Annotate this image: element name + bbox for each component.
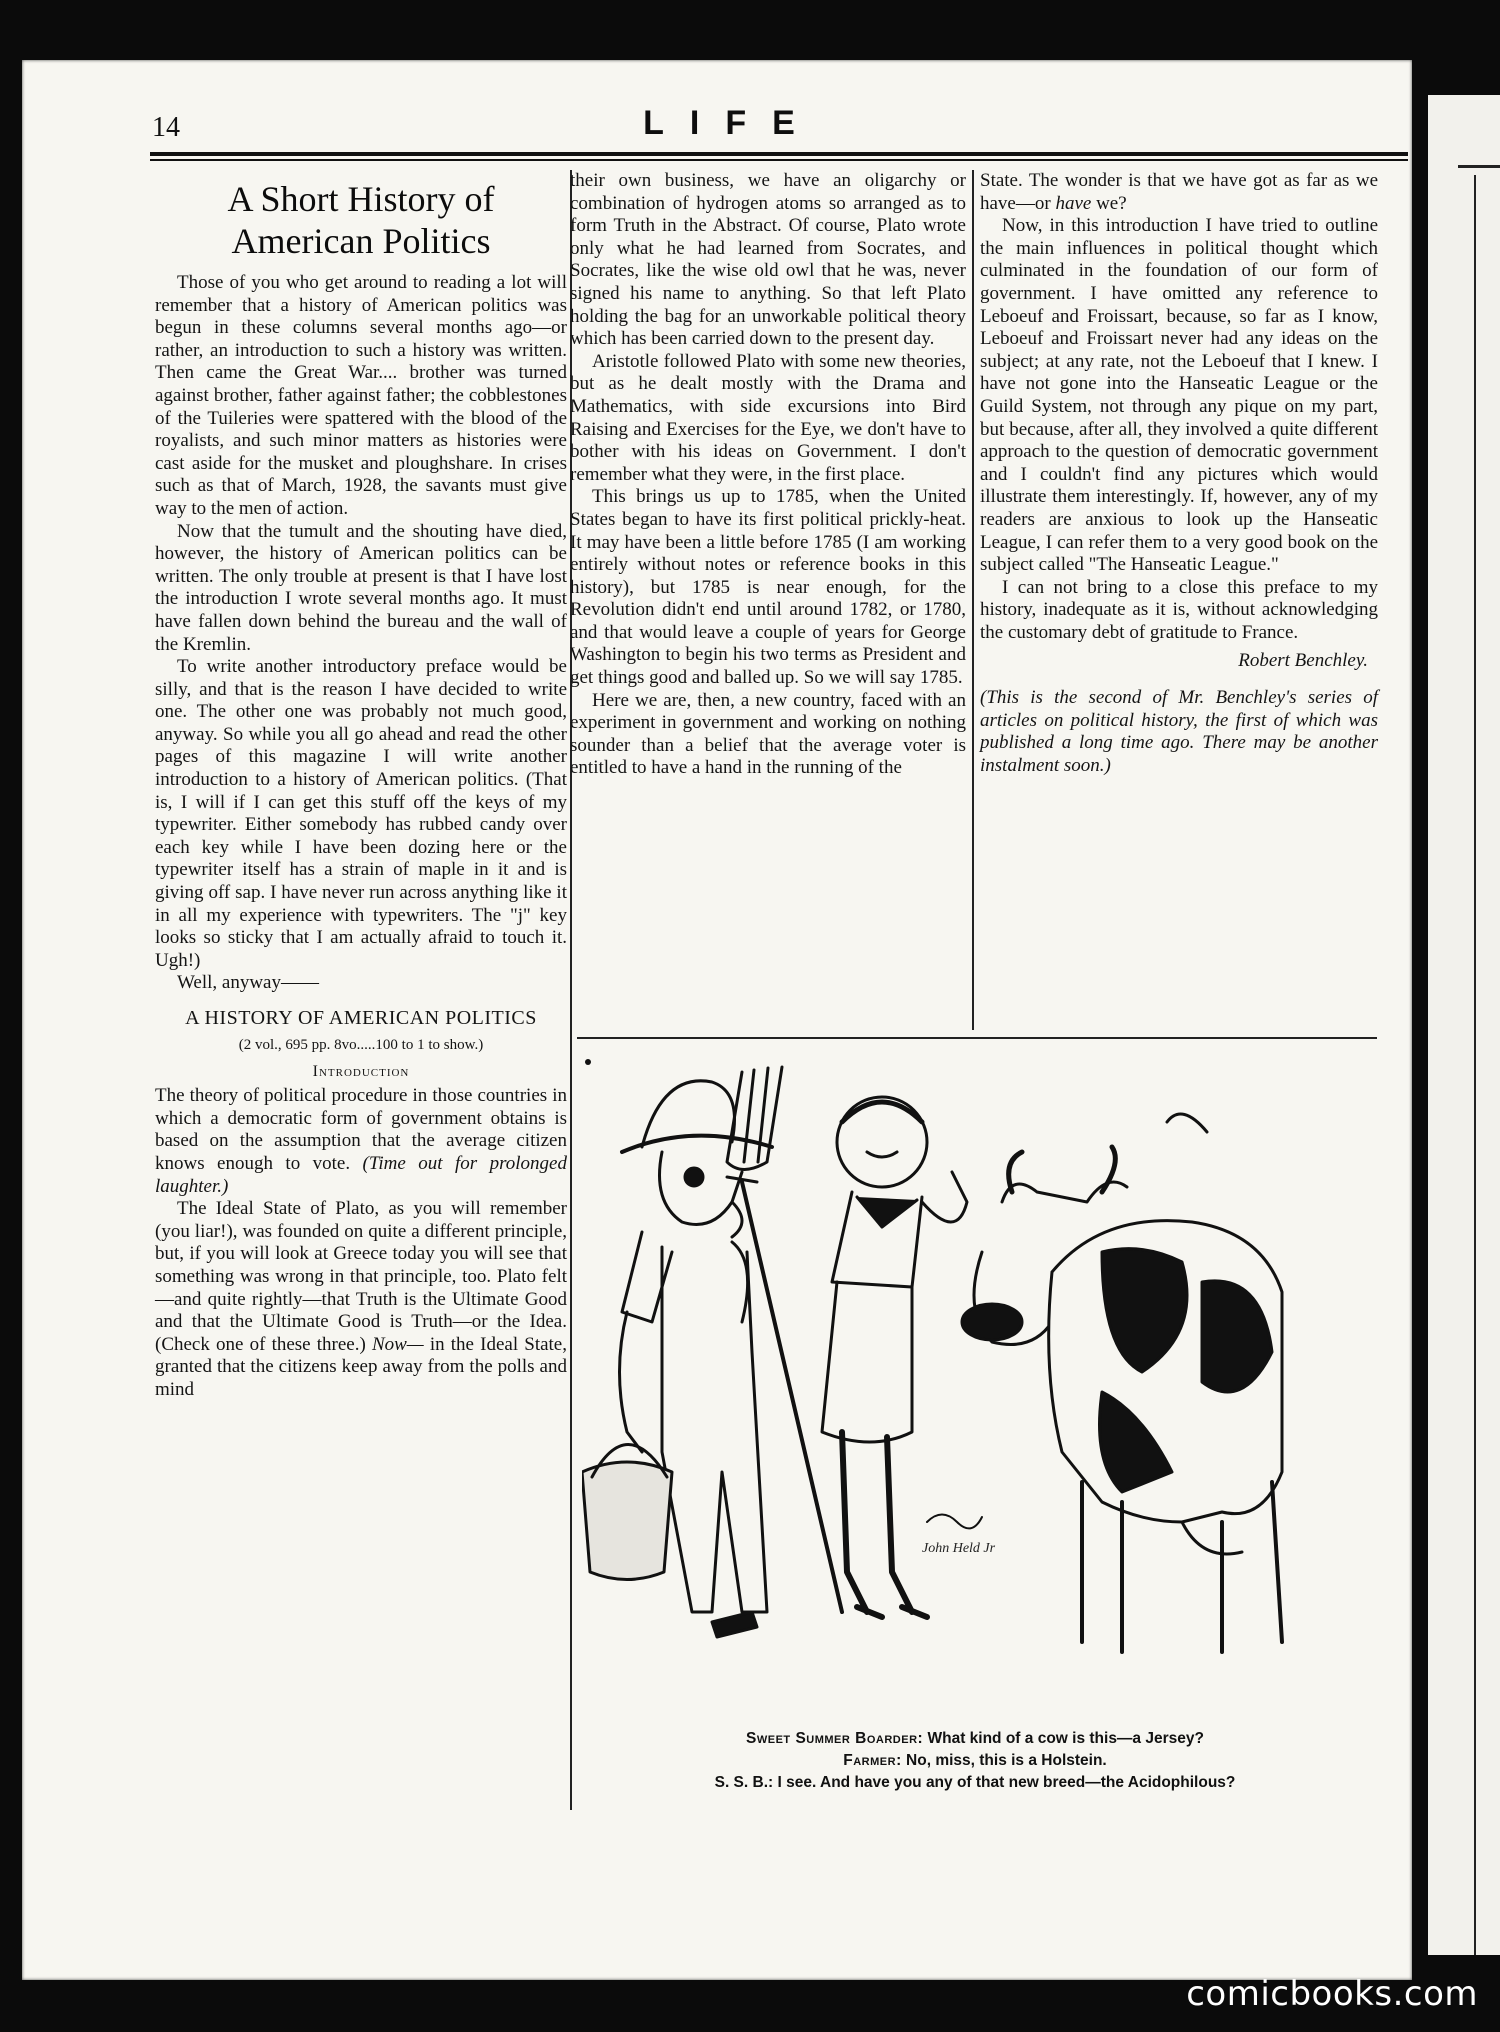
book-title: A HISTORY OF AMERICAN POLITICS [185,1007,537,1029]
watermark: comicbooks.com [1186,1974,1478,2014]
cartoon-divider [577,1037,1377,1039]
author-signature: Robert Benchley. [1238,650,1368,672]
aside-laughter: (Time out for prolonged laughter.) [155,1152,567,1197]
paragraph: This brings us up to 1785, when the United States began to have its first political prickly-heat. It may have been a little before 1785 (I am working entirely without notes or reference books in this history), but 1785 is near enough, for the Revolution didn't end until around 1782, or 1780, and that would leave a couple of years for George Washington to begin his two terms as President and get things good and balled up. So we will say 1785. [570,486,966,689]
magazine-page [22,60,1412,1980]
masthead: LIFE [643,104,821,142]
page-number: 14 [152,112,180,143]
article-column-2 [570,170,966,780]
paragraph: Here we are, then, a new country, faced with an experiment in government and working on nothing sounder than a belief that the average voter is entitled to have a hand in the running of the [570,689,966,779]
paragraph: To write another introductory preface would be silly, and that is the reason I have decided to write one. The other one was probably not much good, anyway. So while you all go ahead and read the other pages of this magazine I will write another introduction to a history of American politics. (That is, I will if I can get this stuff off the keys of my typewriter. Either somebody has rubbed candy over each key while I have been dozing here or the typewriter itself has a strain of maple in it and is giving off sap. I have never run across anything like it in all my experience with typewriters. The "j" key looks so sticky that I am actually afraid to touch it. Ugh!) [155,656,567,971]
paragraph: The theory of political procedure in those countries in which a democratic form of government obtains is based on the assumption that the average citizen knows enough to vote. (Time out for prolonged laughter.) [155,1085,567,1197]
paragraph: The Ideal State of Plato, as you will remember (you liar!), was founded on quite a different principle, but, if you will look at Greece today you will see that something was wrong in that principle, too. Plato felt—and quite rightly—that Truth is the Ultimate Good and that the Ultimate Good is Truth—or the Idea. (Check one of these three.) Now— in the Ideal State, granted that the citizens keep away from the polls and mind [155,1198,567,1400]
column-divider [972,170,974,1030]
article-column-1 [155,170,567,1402]
adjacent-page-edge [1428,95,1500,1955]
introduction-heading: Introduction [312,1062,410,1080]
paragraph: their own business, we have an oligarchy or combination of hydrogen atoms so arranged as to form Truth in the Abstract. Of course, Plato wrote only what he had learned from Socrates, and Socrates, like the wise old owl that he was, never signed his name to anything. So that left Plato holding the bag for an unworkable political theory which has been carried down to the present day. [570,170,966,350]
paragraph: Now, in this introduction I have tried to outline the main influences in political thought which culminated in the foundation of our form of government. I have omitted any reference to Leboeuf and Froissart, because, so far as I know, Leboeuf and Froissart never had any ideas on the subject; at any rate, not the Leboeuf that I knew. I have not gone into the Hanseatic League or the Guild System, not through any pique on my part, but because, after all, they involved a quite different approach to the question of democratic government and I couldn't find any pictures which would illustrate them interestingly. If, however, any of my readers are anxious to look up the Hanseatic League, I can refer them to a very good book on the subject called "The Hanseatic League." [980,215,1378,576]
cartoon-illustration [582,1052,1372,1712]
article-title: A Short History of American Politics [227,179,495,261]
header-rule [150,152,1408,156]
book-meta: (2 vol., 695 pp. 8vo.....100 to 1 to show.) [238,1037,484,1053]
cartoon-caption: Sweet Summer Boarder: What kind of a cow is this—a Jersey? Farmer: No, miss, this is a Holstein. S. S. B.: I see. And have you any of that new breed—the Acidophilous? [714,1730,1236,1791]
paragraph: I can not bring to a close this preface to my history, inadequate as it is, without acknowledging the customary debt of gratitude to France. [980,576,1378,643]
paragraph: State. The wonder is that we have got as far as we have—or have we? [980,170,1378,214]
header-rule-thin [150,159,1408,161]
paragraph: Those of you who get around to reading a lot will remember that a history of American politics was begun in these columns several months ago—or rather, an introduction to such a history was written. Then came the Great War.... brother was turned against brother, father against father; the cobblestones of the Tuileries were spattered with the blood of the royalists, and such minor matters as histories were cast aside for the musket and ploughshare. In crises such as that of March, 1928, the savants must give way to the men of action. [155,272,567,519]
paragraph: Now that the tumult and the shouting have died, however, the history of American politics can be written. The only trouble at present is that I have lost the introduction I wrote several months ago. It must have fallen down behind the bureau and the wall of the Kremlin. [155,520,567,655]
artist-signature: John Held Jr [922,1541,996,1556]
paragraph: Well, anyway—— [177,972,319,994]
article-column-3 [980,170,1378,777]
editor-note: (This is the second of Mr. Benchley's series of articles on political history, the first of which was published a long time ago. There may be another instalment soon.) [980,687,1378,776]
paragraph: Aristotle followed Plato with some new theories, but as he dealt mostly with the Drama and Mathematics, with side excursions into Bird Raising and Exercises for the Eye, we don't have to bother with his ideas on Government. I don't remember what they were, in the first place. [570,350,966,485]
